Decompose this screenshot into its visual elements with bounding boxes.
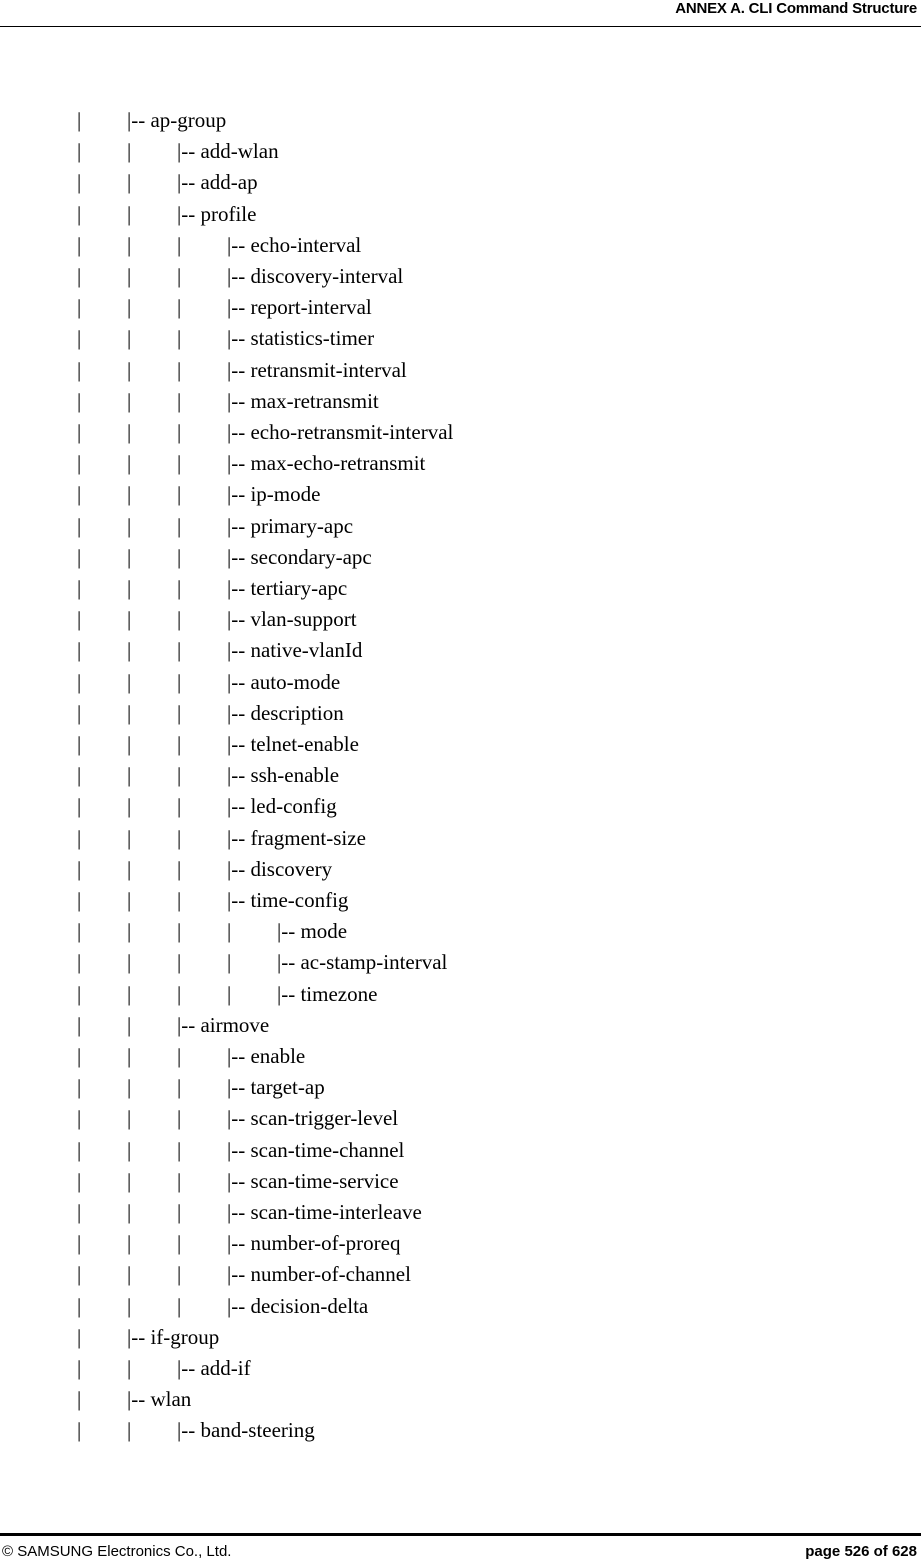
tree-command [227,420,453,445]
command-name: led-config [250,794,337,819]
tree-pipe: | [77,388,82,413]
tree-command [227,607,357,632]
tree-command [227,1262,411,1287]
tree-pipe: | [127,1231,132,1256]
tree-pipe: | [77,888,82,912]
tree-command [227,670,340,695]
tree-pipe: | [127,732,132,756]
tree-command [227,576,347,601]
tree-command [227,482,320,507]
tree-pipe: | [77,1137,82,1162]
tree-branch-marker: |-- [177,1012,201,1037]
footer-page-number: page 526 of 628 [805,1543,917,1560]
tree-pipe: | [177,482,182,507]
footer-rule [0,1533,921,1536]
tree-pipe: | [127,451,132,476]
tree-branch-marker: |-- [227,1168,251,1193]
tree-pipe: | [127,170,132,195]
tree-pipe: | [77,1387,82,1412]
command-name: profile [200,201,257,226]
command-name: statistics-timer [250,326,375,351]
tree-command [227,732,359,757]
tree-pipe: | [127,981,132,1006]
tree-pipe: | [177,856,182,881]
command-name: tertiary-apc [250,576,348,600]
tree-pipe: | [77,544,82,569]
tree-command [227,451,425,476]
command-name: scan-time-service [250,1168,399,1193]
tree-pipe: | [127,232,132,257]
tree-command [227,1231,400,1256]
tree-pipe: | [127,638,132,663]
tree-branch-marker: |-- [277,919,301,944]
tree-branch-marker: |-- [227,232,251,257]
tree-branch-marker: |-- [227,794,251,819]
tree-pipe: | [177,1168,182,1193]
command-name: ip-mode [250,482,321,507]
tree-pipe: | [77,638,82,663]
tree-branch-marker: |-- [227,388,251,413]
tree-command [127,108,226,133]
tree-pipe: | [127,794,132,819]
tree-pipe: | [177,1044,182,1068]
tree-branch-marker: |-- [227,326,251,351]
tree-pipe: | [127,201,132,226]
tree-pipe: | [127,700,132,725]
tree-command [227,1044,305,1069]
tree-branch-marker: |-- [227,1044,251,1068]
tree-pipe: | [177,232,182,257]
tree-pipe: | [77,482,82,507]
tree-branch-marker: |-- [227,1231,251,1256]
tree-pipe: | [77,1200,82,1224]
tree-pipe: | [177,669,182,694]
command-name: max-retransmit [250,388,379,413]
tree-pipe: | [177,513,182,538]
tree-pipe: | [77,794,82,819]
command-name: ssh-enable [250,763,340,788]
tree-pipe: | [77,232,82,257]
tree-command [227,295,372,320]
tree-command [227,545,372,570]
tree-pipe: | [77,264,82,288]
tree-branch-marker: |-- [227,732,251,756]
tree-branch-marker: |-- [227,763,251,788]
tree-branch-marker: |-- [227,669,251,694]
tree-pipe: | [77,170,82,195]
tree-pipe: | [77,1293,82,1318]
tree-command [227,1169,399,1194]
tree-pipe: | [177,295,182,320]
tree-command [227,857,332,882]
tree-pipe: | [127,357,132,382]
command-name: band-steering [200,1418,315,1443]
tree-command [277,982,377,1007]
tree-pipe: | [227,950,232,975]
tree-pipe: | [127,1044,132,1068]
tree-command [177,139,279,164]
tree-pipe: | [127,1106,132,1131]
tree-pipe: | [177,544,182,569]
command-name: number-of-channel [250,1262,411,1287]
tree-command [227,826,366,851]
tree-pipe: | [77,139,82,164]
tree-command [227,389,379,414]
tree-pipe: | [177,264,182,288]
tree-command [277,950,447,975]
tree-pipe: | [127,607,132,632]
tree-pipe: | [177,1262,182,1287]
tree-command [227,1138,404,1163]
command-name: enable [250,1044,306,1068]
command-name: description [250,700,344,725]
tree-pipe: | [77,856,82,881]
tree-pipe: | [127,513,132,538]
tree-pipe: | [77,1231,82,1256]
tree-pipe: | [77,1418,82,1443]
tree-branch-marker: |-- [227,607,251,632]
command-name: add-wlan [200,139,279,164]
command-name: mode [300,919,348,944]
tree-pipe: | [77,1324,82,1349]
tree-pipe: | [77,1262,82,1287]
command-name: time-config [250,888,349,912]
command-name: fragment-size [250,825,366,850]
tree-branch-marker: |-- [227,638,251,663]
command-name: retransmit-interval [250,357,407,382]
tree-pipe: | [77,732,82,756]
tree-branch-marker: |-- [177,170,201,195]
tree-pipe: | [77,981,82,1006]
tree-pipe: | [77,357,82,382]
command-name: echo-retransmit-interval [250,420,454,444]
command-name: ap-group [150,108,227,132]
tree-pipe: | [127,1168,132,1193]
tree-pipe: | [77,201,82,226]
tree-pipe: | [177,950,182,975]
tree-pipe: | [177,919,182,944]
tree-command [227,358,407,383]
command-name: scan-trigger-level [250,1106,399,1131]
command-name: auto-mode [250,669,341,694]
tree-branch-marker: |-- [227,856,251,881]
tree-branch-marker: |-- [127,1324,151,1349]
tree-pipe: | [127,576,132,600]
tree-pipe: | [177,732,182,756]
tree-pipe: | [77,919,82,944]
command-name: scan-time-interleave [250,1200,422,1224]
command-name: discovery [250,856,333,881]
tree-command [277,919,347,944]
tree-pipe: | [77,451,82,476]
tree-branch-marker: |-- [277,981,301,1006]
tree-pipe: | [177,981,182,1006]
tree-pipe: | [77,763,82,788]
tree-branch-marker: |-- [127,108,151,132]
tree-pipe: | [127,1075,132,1100]
tree-pipe: | [177,357,182,382]
tree-pipe: | [177,1200,182,1224]
tree-command [177,1013,269,1038]
tree-command [227,1106,398,1131]
tree-pipe: | [77,326,82,351]
tree-branch-marker: |-- [227,576,251,600]
tree-command [177,1356,251,1381]
tree-pipe: | [127,1293,132,1318]
tree-pipe: | [127,1356,132,1380]
tree-pipe: | [127,1262,132,1287]
tree-pipe: | [127,950,132,975]
command-name: number-of-proreq [250,1231,401,1256]
command-name: ac-stamp-interval [300,950,448,975]
command-name: add-if [200,1356,251,1380]
tree-pipe: | [177,888,182,912]
tree-pipe: | [177,1075,182,1100]
tree-branch-marker: |-- [177,201,201,226]
tree-pipe: | [77,108,82,132]
tree-command [227,701,344,726]
tree-pipe: | [177,763,182,788]
tree-pipe: | [127,919,132,944]
tree-branch-marker: |-- [127,1387,151,1412]
tree-branch-marker: |-- [227,888,251,912]
tree-branch-marker: |-- [227,1262,251,1287]
tree-pipe: | [127,388,132,413]
command-name: scan-time-channel [250,1137,405,1162]
tree-pipe: | [127,139,132,164]
command-name: vlan-support [250,607,357,632]
tree-pipe: | [77,669,82,694]
tree-pipe: | [77,1075,82,1100]
tree-branch-marker: |-- [227,482,251,507]
tree-pipe: | [177,607,182,632]
tree-branch-marker: |-- [177,1418,201,1443]
tree-branch-marker: |-- [227,295,251,320]
tree-pipe: | [177,388,182,413]
command-name: discovery-interval [250,264,404,288]
tree-branch-marker: |-- [227,1293,251,1318]
tree-pipe: | [77,513,82,538]
tree-pipe: | [127,1137,132,1162]
tree-pipe: | [177,794,182,819]
tree-branch-marker: |-- [227,1106,251,1131]
tree-command [227,514,353,539]
tree-branch-marker: |-- [227,513,251,538]
tree-command [127,1325,219,1350]
tree-branch-marker: |-- [227,420,251,444]
tree-command [227,233,361,258]
tree-command [127,1387,191,1412]
tree-branch-marker: |-- [227,1200,251,1224]
tree-pipe: | [177,420,182,444]
command-name: add-ap [200,170,258,195]
command-name: decision-delta [250,1293,369,1318]
tree-pipe: | [77,1012,82,1037]
tree-command [177,1418,315,1443]
header-rule [0,26,921,27]
tree-pipe: | [127,482,132,507]
command-name: telnet-enable [250,732,359,756]
tree-pipe: | [77,607,82,632]
command-name: primary-apc [250,513,354,538]
tree-branch-marker: |-- [227,1075,251,1100]
command-name: airmove [200,1012,270,1037]
tree-pipe: | [177,576,182,600]
tree-pipe: | [177,638,182,663]
tree-pipe: | [127,1200,132,1224]
command-name: echo-interval [250,232,362,257]
tree-pipe: | [127,420,132,444]
tree-branch-marker: |-- [177,1356,201,1380]
command-name: max-echo-retransmit [250,451,426,476]
command-name: native-vlanId [250,638,363,663]
tree-branch-marker: |-- [177,139,201,164]
tree-pipe: | [127,888,132,912]
tree-pipe: | [127,1418,132,1443]
tree-pipe: | [227,919,232,944]
tree-branch-marker: |-- [227,544,251,569]
tree-pipe: | [77,1106,82,1131]
tree-command [227,1294,368,1319]
tree-branch-marker: |-- [227,700,251,725]
tree-pipe: | [227,981,232,1006]
tree-pipe: | [77,1168,82,1193]
footer-copyright: © SAMSUNG Electronics Co., Ltd. [2,1543,232,1560]
tree-pipe: | [77,1044,82,1068]
command-name: if-group [150,1324,220,1349]
tree-branch-marker: |-- [277,950,301,975]
tree-pipe: | [127,264,132,288]
tree-pipe: | [177,700,182,725]
tree-command [227,326,374,351]
tree-pipe: | [127,825,132,850]
tree-pipe: | [127,763,132,788]
command-name: target-ap [250,1075,325,1100]
tree-pipe: | [77,950,82,975]
tree-branch-marker: |-- [227,825,251,850]
command-name: wlan [150,1387,192,1412]
tree-pipe: | [177,1293,182,1318]
tree-command [227,264,403,289]
tree-pipe: | [177,451,182,476]
command-name: report-interval [250,295,372,320]
tree-pipe: | [177,1106,182,1131]
tree-pipe: | [177,1231,182,1256]
tree-command [177,202,256,227]
tree-pipe: | [127,326,132,351]
tree-command [227,794,337,819]
tree-pipe: | [77,825,82,850]
tree-command [227,638,362,663]
command-name: timezone [300,981,378,1006]
tree-pipe: | [177,825,182,850]
tree-pipe: | [77,420,82,444]
tree-command [177,170,258,195]
tree-command [227,763,339,788]
tree-command [227,1200,422,1225]
tree-branch-marker: |-- [227,264,251,288]
tree-pipe: | [127,295,132,320]
tree-pipe: | [127,856,132,881]
tree-branch-marker: |-- [227,1137,251,1162]
tree-pipe: | [77,1356,82,1380]
tree-command [227,1075,325,1100]
tree-pipe: | [127,669,132,694]
tree-pipe: | [77,295,82,320]
running-header: ANNEX A. CLI Command Structure [675,0,917,17]
tree-pipe: | [127,544,132,569]
tree-command [227,888,348,913]
tree-pipe: | [177,1137,182,1162]
tree-pipe: | [177,326,182,351]
command-name: secondary-apc [250,544,372,569]
tree-pipe: | [127,1012,132,1037]
tree-pipe: | [77,700,82,725]
tree-branch-marker: |-- [227,357,251,382]
tree-pipe: | [77,576,82,600]
tree-branch-marker: |-- [227,451,251,476]
